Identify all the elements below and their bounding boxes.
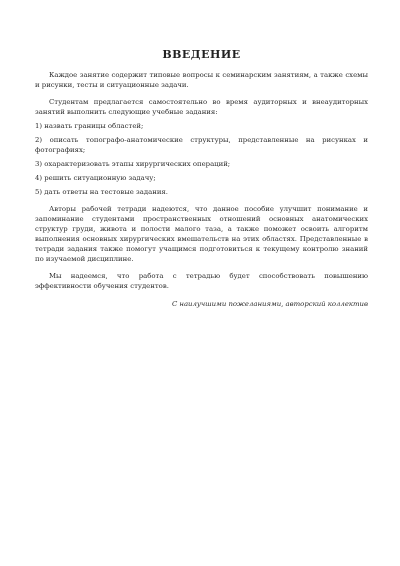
task-item-2: 2) описать топографо-анатомические структуры, представленные на рисунках и фотографиях; (35, 136, 368, 154)
task-item-5: 5) дать ответы на тестовые задания. (35, 188, 168, 196)
introduction-page (35, 48, 368, 309)
task-item-1: 1) назвать границы областей; (35, 122, 144, 130)
intro-paragraph-efficiency: Мы надеемся, что работа с тетрадью будет способствовать повышению эффективности обучения студентов. (35, 272, 368, 290)
signature: С наилучшими пожеланиями, авторский коллектив (171, 300, 368, 308)
tasks-list (35, 121, 368, 197)
task-item-3: 3) охарактеризовать этапы хирургических операций; (35, 160, 231, 168)
intro-paragraph-contents: Каждое занятие содержит типовые вопросы к семинарским занятиям, а также схемы и рисунки, тесты и ситуационные задачи. (35, 71, 368, 89)
task-item-4: 4) решить ситуационную задачу; (35, 174, 156, 182)
page-title: ВВЕДЕНИЕ (162, 48, 241, 61)
intro-paragraph-tasks-lead: Студентам предлагается самостоятельно во время аудиторных и внеаудиторных занятий выполнить следующие учебные задания: (35, 98, 368, 116)
intro-paragraph-authors-hope: Авторы рабочей тетради надеются, что данное пособие улучшит понимание и запоминание студентами пространственных отношений основных анатомических структур груди, живота и полости малого таза, а также поможет освоить алгоритм выполнения основных хирургических вмешательств на этих областях. Представленные в тетради задания также помогут учащимся подготовиться к текущему контролю знаний по изучаемой дисциплине. (35, 205, 368, 263)
